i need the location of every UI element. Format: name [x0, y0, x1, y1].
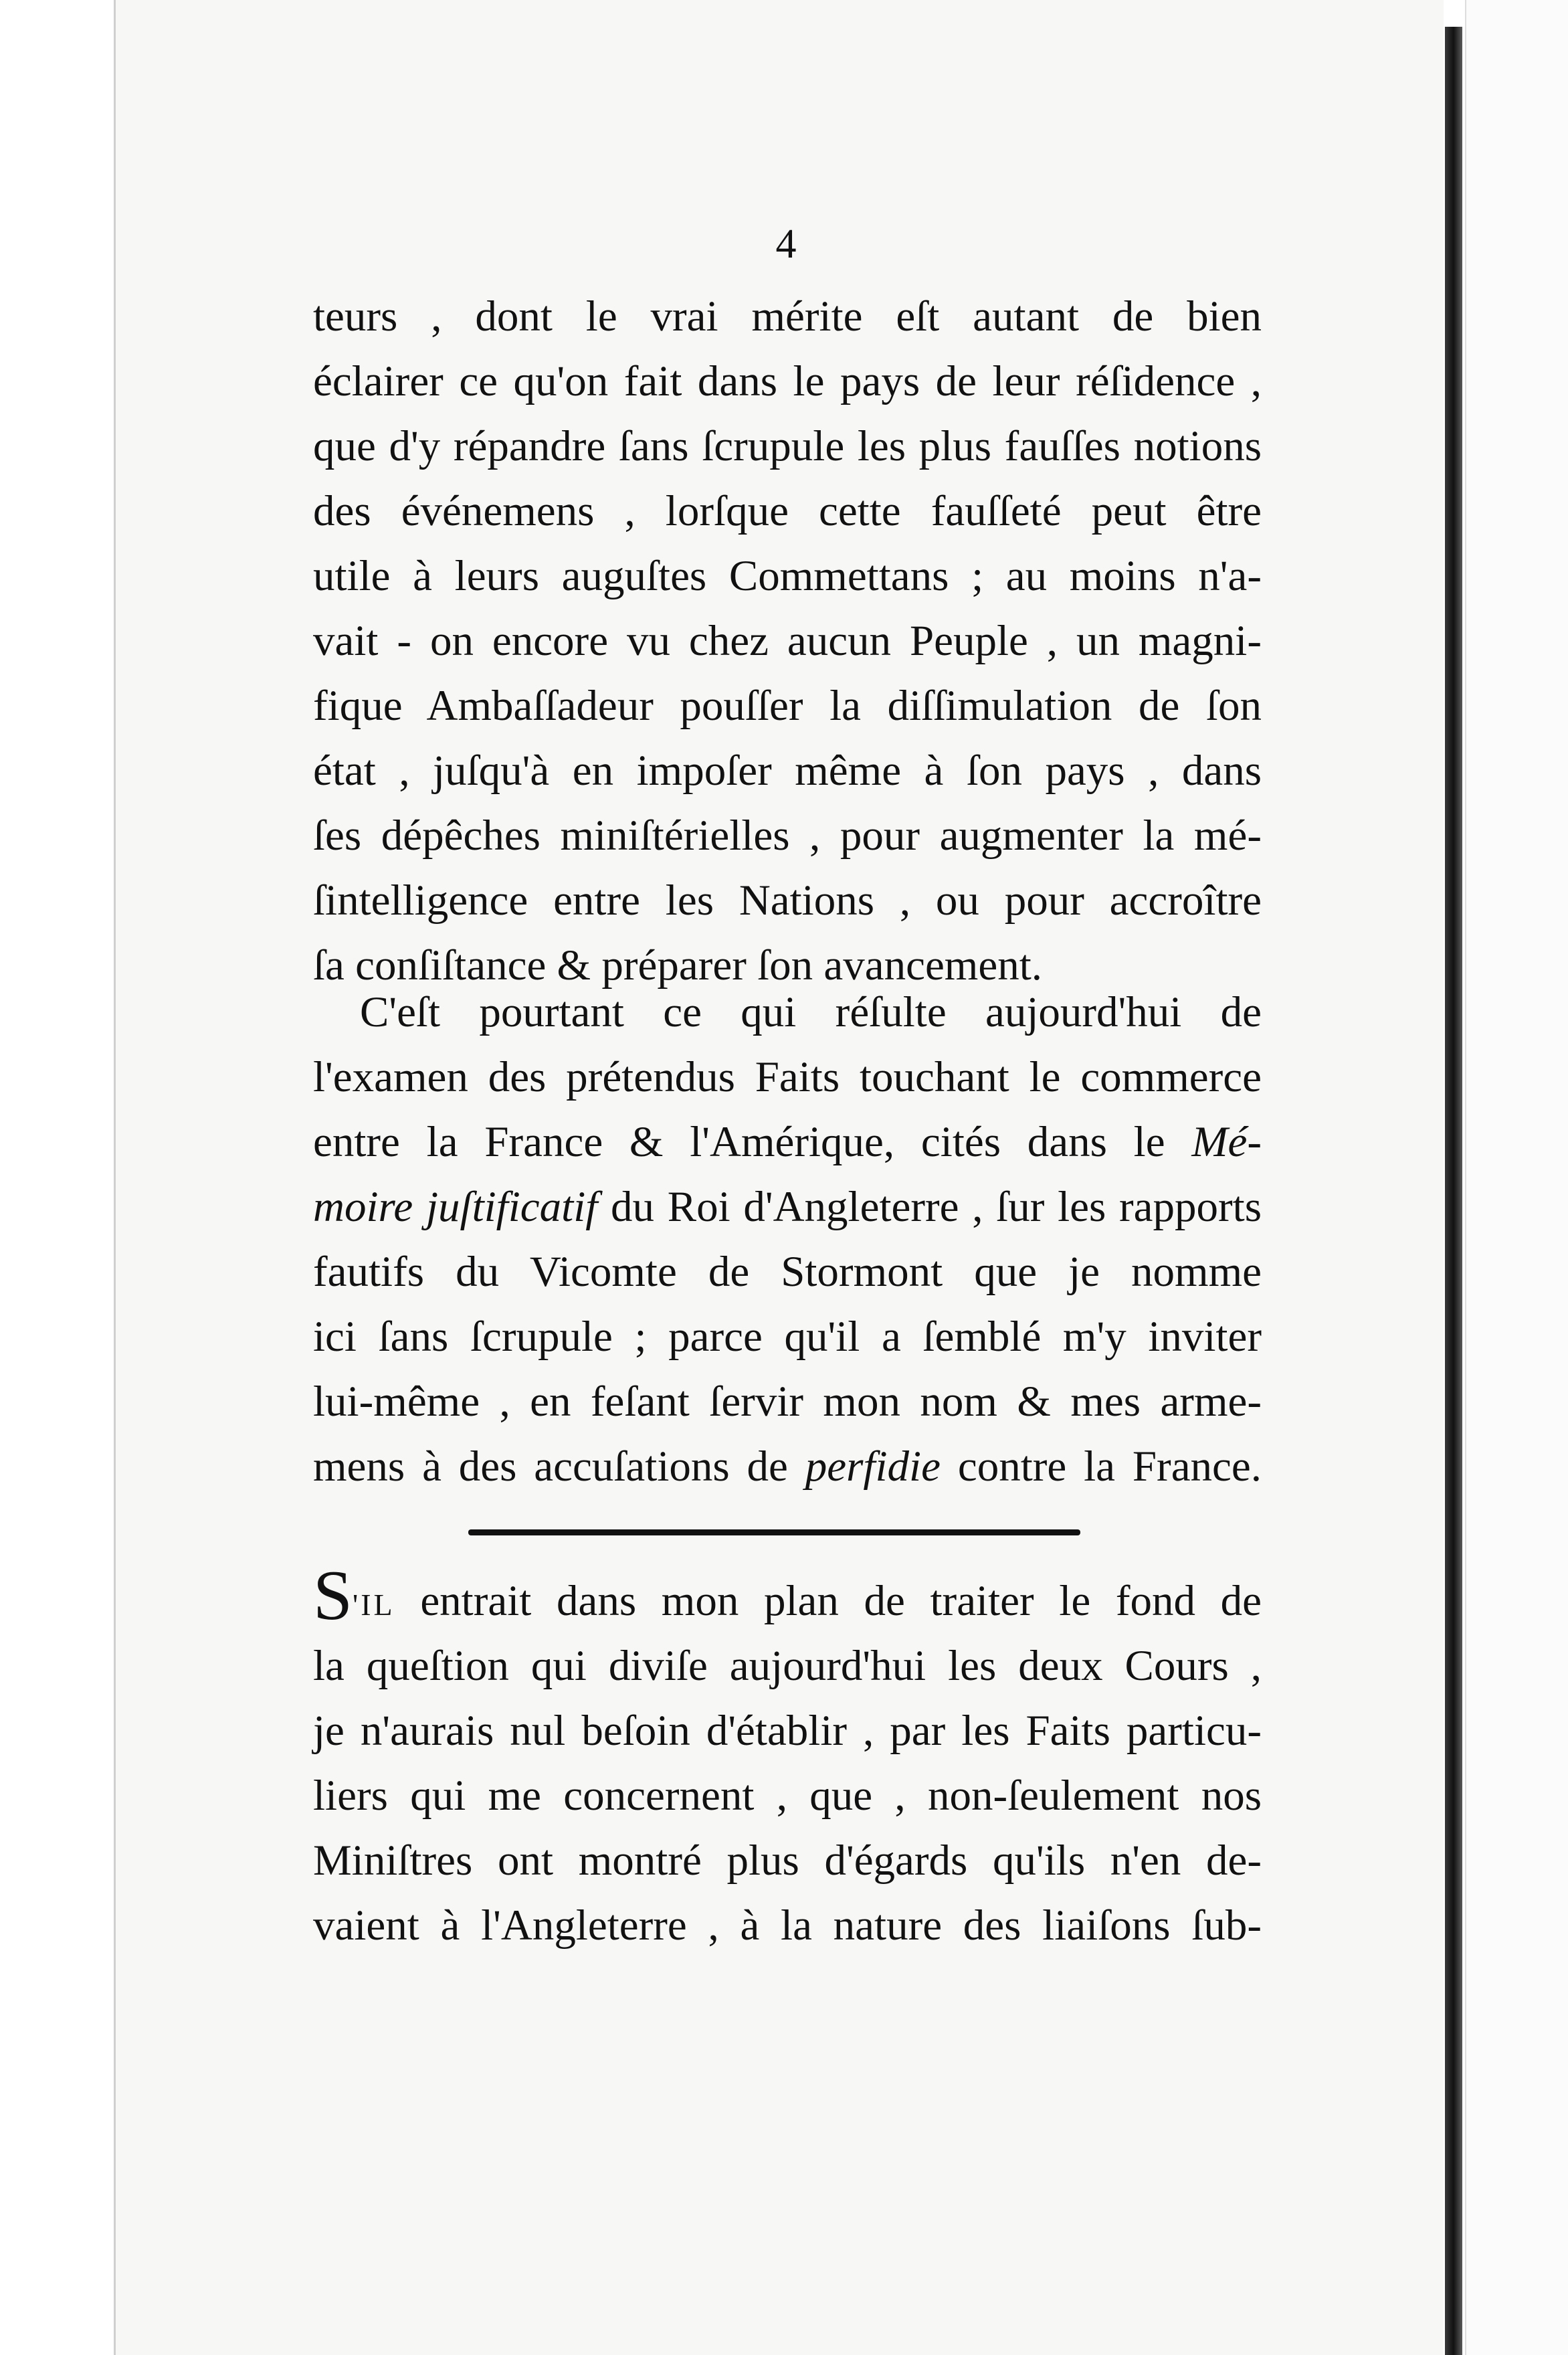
text-line: ſa conſiſtance & préparer ſon avancement.	[313, 941, 1043, 990]
text-line: teurs , dont le vrai mérite eſt autant de bien	[313, 292, 1262, 341]
text-line: vait - on encore vu chez aucun Peuple , un magni-	[313, 617, 1262, 665]
facing-page-edge	[1465, 0, 1568, 2355]
italic-title-fragment: Mé-	[1191, 1118, 1262, 1166]
drop-cap: S	[313, 1556, 353, 1634]
binding-gutter	[1445, 27, 1462, 2355]
text-line: l'examen des prétendus Faits touchant le commerce	[313, 1053, 1262, 1101]
italic-title-fragment: moire juſtificatif	[313, 1183, 598, 1231]
text-line: des événemens , lorſque cette fauſſeté peut être	[313, 487, 1262, 535]
text-line: vaient à l'Angleterre , à la nature des liaiſons ſub-	[313, 1901, 1262, 1950]
text-line: éclairer ce qu'on fait dans le pays de leur réſidence ,	[313, 357, 1262, 405]
text-line: lui-même , en feſant ſervir mon nom & mes arme-	[313, 1378, 1262, 1426]
text-segment: entrait dans mon plan de traiter le fond de	[420, 1577, 1262, 1625]
text-segment: entre la France & l'Amérique, cités dans le	[313, 1118, 1165, 1166]
text-segment: mens à des accuſations de	[313, 1442, 788, 1491]
text-line: liers qui me concernent , que , non-ſeulement nos	[313, 1772, 1262, 1820]
page-number: 4	[775, 221, 797, 267]
text-line: ſintelligence entre les Nations , ou pour accroître	[313, 876, 1262, 925]
text-segment: contre la France.	[957, 1442, 1262, 1491]
text-line: ſes dépêches miniſtérielles , pour augmenter la mé-	[313, 812, 1262, 860]
text-line: ici ſans ſcrupule ; parce qu'il a ſemblé m'y inviter	[313, 1313, 1262, 1361]
text-line: que d'y répandre ſans ſcrupule les plus fauſſes notions	[313, 422, 1262, 470]
text-line: utile à leurs auguſtes Commettans ; au moins n'a-	[313, 552, 1262, 600]
section-divider	[468, 1529, 1080, 1535]
text-line: C'eſt pourtant ce qui réſulte aujourd'hui de	[360, 988, 1262, 1036]
paragraph-2	[313, 980, 1262, 1499]
paragraph-3	[313, 1556, 1262, 1958]
text-line	[313, 1556, 1262, 1634]
text-line: état , juſqu'à en impoſer même à ſon pays , dans	[313, 747, 1262, 795]
text-line: Miniſtres ont montré plus d'égards qu'ils n'en de-	[313, 1836, 1262, 1885]
text-segment: du Roi d'Angleterre , ſur les rapports	[611, 1183, 1262, 1231]
paragraph-1	[313, 284, 1262, 998]
text-line	[313, 1434, 1262, 1499]
text-line	[313, 1175, 1262, 1240]
text-line: fique Ambaſſadeur pouſſer la diſſimulation de ſon	[313, 682, 1262, 730]
text-line	[313, 1110, 1262, 1175]
text-line: je n'aurais nul beſoin d'établir , par les Faits particu-	[313, 1707, 1262, 1755]
text-line: la queſtion qui diviſe aujourd'hui les deux Cours ,	[313, 1642, 1262, 1690]
italic-word: perfidie	[805, 1442, 941, 1491]
small-caps: 'IL	[352, 1588, 395, 1622]
text-line: fautifs du Vicomte de Stormont que je nomme	[313, 1248, 1262, 1296]
